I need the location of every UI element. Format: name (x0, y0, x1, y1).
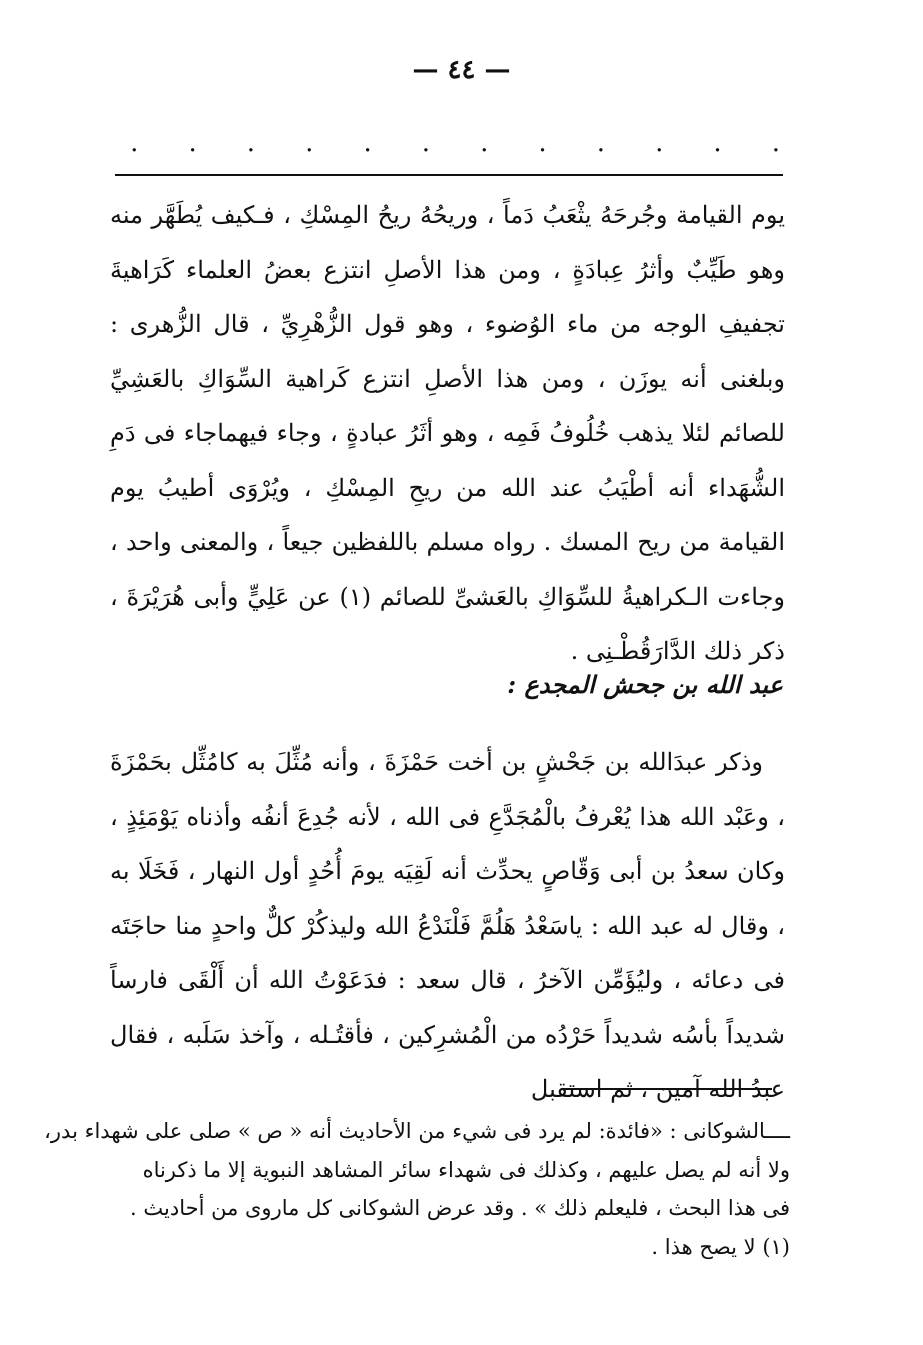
dot: . (130, 128, 139, 158)
dot: . (538, 128, 547, 158)
dots-divider (130, 128, 780, 158)
body-text-lower (110, 735, 785, 1117)
dot: . (655, 128, 664, 158)
dot: . (363, 128, 372, 158)
top-rule (115, 174, 783, 176)
footnote-line: ولا أنه لم يصل عليهم ، وكذلك فى شهداء سائر المشاهد النبوية إلا ما ذكرناه (142, 1157, 790, 1182)
dot: . (305, 128, 314, 158)
dot: . (596, 128, 606, 158)
body-text-upper (110, 188, 785, 679)
footnotes (44, 1112, 790, 1266)
section-heading: عبد الله بن جحش المجدع : (507, 670, 783, 699)
dot: . (771, 128, 780, 158)
paragraph: وذكر عبدَالله بن جَحْشٍ بن أخت حَمْزَةَ ، وأنه مُثِّلَ به كامُثِّل بحَمْزَةَ ، وعَبْد الله هذا يُعْرفُ بالْمُجَدَّعِ فى الله ، لأنه جُدِعَ أنفُه وأذناه يَوْمَئِذٍ ، وكان سعدُ بن أبى وَقّاصٍ يحدِّث أنه لَقِيَه يومَ أُحُدٍ أول النهار ، فَخَلَا به ، وقال له عبد الله : ياسَعْدُ هَلُمَّ فَلْنَدْعُ الله وليذكُرْ كلٌّ واحدٍ منا حاجَتَه فى دعائه ، وليُؤَمِّن الآخرُ ، قال سعد : فدَعَوْتُ الله أن أَلْقَى فارساً شديداً بأسُه شديداً حَرْدُه من الْمُشرِكين ، فأقتُـله ، وآخذ سَلَبه ، فقال عبدُ الله آمين ، ثم استقبل (110, 748, 785, 1103)
footnote-line: ــــالشوكانى : «فائدة: لم يرد فى شيء من الأحاديث أنه « ص » صلى على شهداء بدر، (44, 1119, 790, 1143)
dot: . (713, 128, 722, 158)
footnote-line: (١) لا يصح هذا . (651, 1234, 790, 1259)
page-number: — ٤٤ — (412, 55, 511, 85)
footnote-line: فى هذا البحث ، فليعلم ذلك » . وقد عرض الشوكانى كل ماروى من أحاديث . (130, 1196, 790, 1220)
dot: . (246, 128, 256, 158)
paragraph: يوم القيامة وجُرحَهُ يثْعَبُ دَماً ، وريحُهُ ريحُ المِسْكِ ، فـكيف يُطَهَّر منه وهو طَيِّبٌ وأثرُ عِبادَةٍ ، ومن هذا الأصلِ انتزع بعضُ العلماء كَرَاهيةَ تجفيفِ الوجه من ماء الوُضوء ، وهو قول الزُّهْرِيِّ ، قال الزُّهرى : وبلغنى أنه يوزَن ، ومن هذا الأصلِ انتزع كَراهية السِّوَاكِ بالعَشِيِّ للصائم لئلا يذهب خُلُوفُ فَمِه ، وهو أثَرُ عبادةٍ ، وجاء فيهماجاء فى دَمِ الشُّهَداء أنه أطْيَبُ عند الله من ريحِ المِسْكِ ، ويُرْوَى أطيبُ يوم القيامة من ريح المسك . رواه مسلم باللفظين جيعاً ، والمعنى واحد ، وجاءت الـكراهيةُ للسِّوَاكِ بالعَشىِّ للصائم (١) عن عَلِيٍّ وأبى هُرَيْرَةَ ، ذكر ذلك الدَّارَقُطْـنِى . (110, 201, 785, 665)
dot: . (421, 128, 431, 158)
dot: . (480, 128, 489, 158)
footnote-rule (562, 1088, 772, 1090)
dot: . (188, 128, 197, 158)
